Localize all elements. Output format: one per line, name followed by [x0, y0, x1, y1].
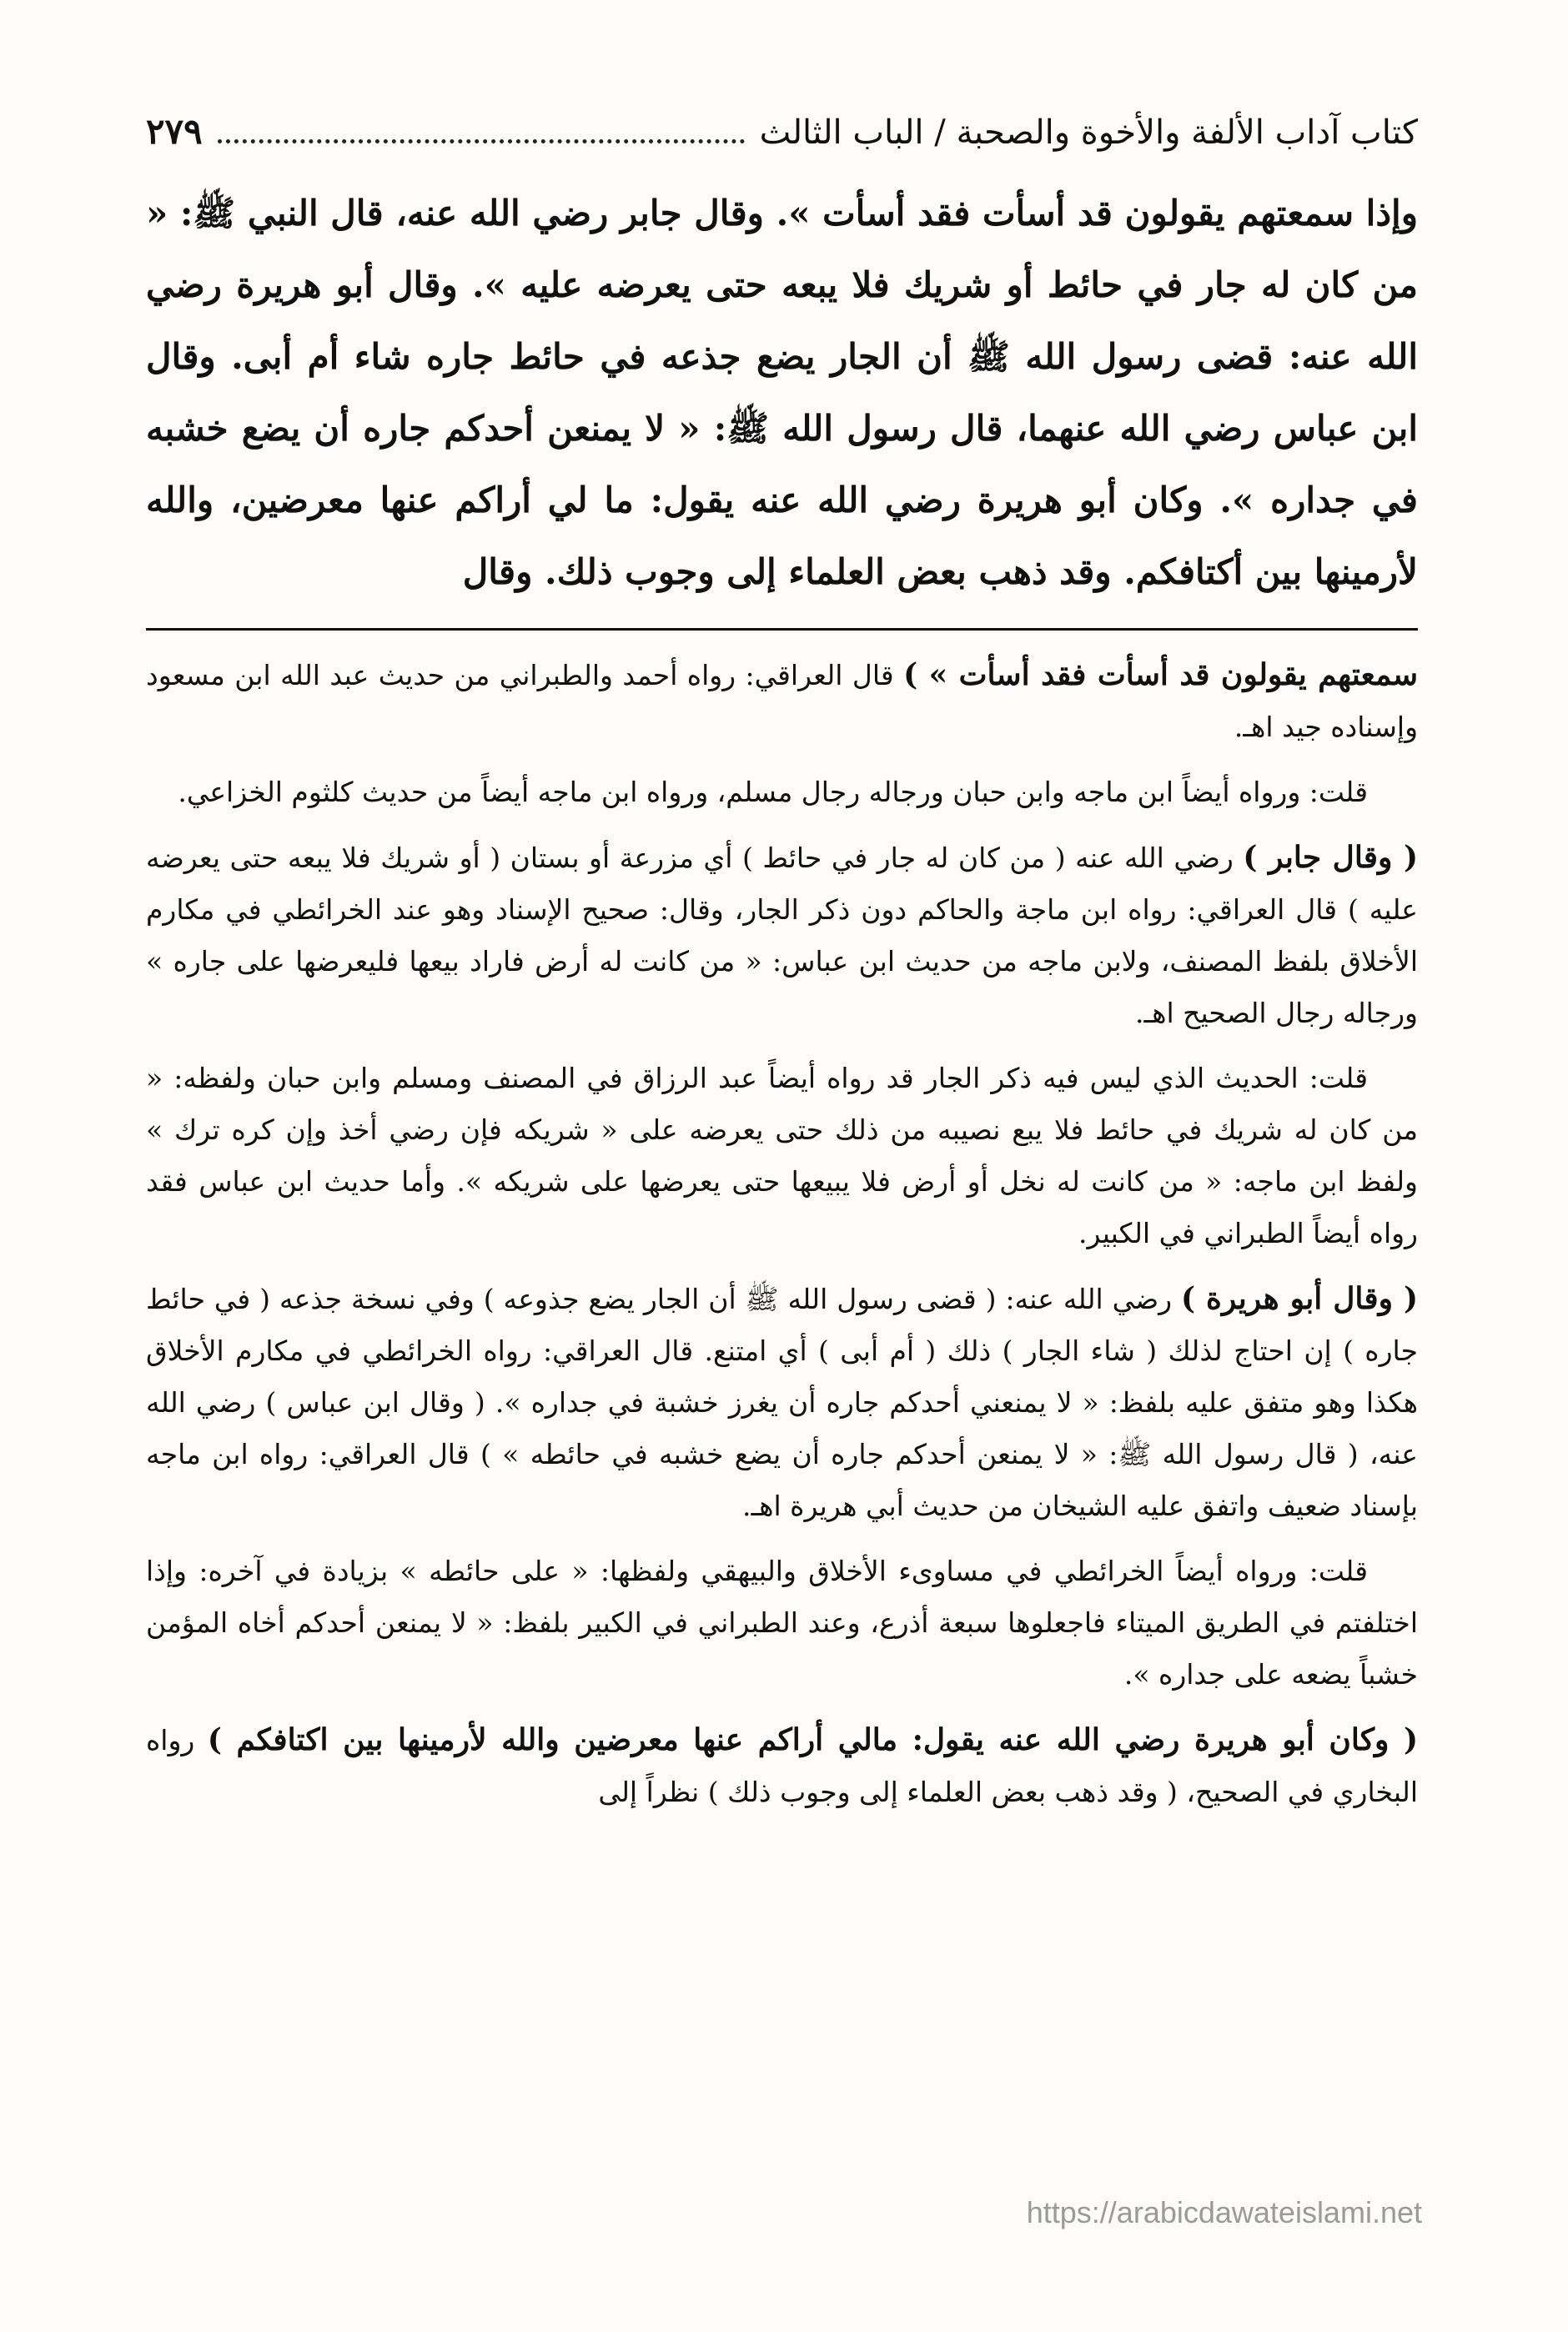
note-bold-lead: ( وكان أبو هريرة رضي الله عنه يقول: مالي أراكم عنها معرضين والله لأرمينها بين اكتافكم )	[207, 1722, 1418, 1757]
header-title: كتاب آداب الألفة والأخوة والصحبة / الباب الثالث	[759, 113, 1418, 152]
commentary-note-7	[146, 1714, 1418, 1818]
commentary-note-1	[146, 649, 1418, 753]
page-number: ٢٧٩	[146, 111, 203, 152]
commentary-note-3	[146, 832, 1418, 1039]
note-text: قال العراقي: رواه أحمد والطبراني من حديث عبد الله ابن مسعود وإسناده جيد اهـ.	[146, 659, 1418, 743]
note-text: قلت: الحديث الذي ليس فيه ذكر الجار قد رواه أيضاً عبد الرزاق في المصنف ومسلم وابن حبان ولفظه: « من كان له شريك في حائط فلا يبع نصيبه من ذلك حتى يعرضه على « شريكه فإن رضي أخذ وإن كره ترك » ولفظ ابن ماجه: « من كانت له نخل أو أرض فلا يبيعها حتى يعرضها على شريكه ». وأما حديث ابن عباس فقد رواه أيضاً الطبراني في الكبير.	[146, 1062, 1418, 1249]
note-text: قلت: ورواه أيضاً الخرائطي في مساوىء الأخلاق والبيهقي ولفظها: « على حائطه » بزيادة في آخره: وإذا اختلفتم في الطريق الميتاء فاجعلوها سبعة أذرع، وعند الطبراني في الكبير بلفظ: « لا يمنعن أحدكم أخاه المؤمن خشباً يضعه على جداره ».	[146, 1555, 1418, 1691]
note-bold-lead: ( وقال أبو هريرة )	[1181, 1281, 1418, 1316]
note-bold-lead: سمعتهم يقولون قد أسأت فقد أسأت » )	[903, 657, 1418, 692]
running-header	[146, 108, 1418, 156]
note-text: رضي الله عنه: ( قضى رسول الله ﷺ أن الجار يضع جذوعه ) وفي نسخة جذعه ( في حائط جاره ) إن احتاج لذلك ( شاء الجار ) ذلك ( أم أبى ) أي امتنع. قال العراقي: رواه الخرائطي في مكارم الأخلاق هكذا وهو متفق عليه بلفظ: « لا يمنعني أحدكم جاره أن يغرز خشبة في جداره ». ( وقال ابن عباس ) رضي الله عنه، ( قال رسول الله ﷺ: « لا يمنعن أحدكم جاره أن يضع خشبه في حائطه » ) قال العراقي: رواه ابن ماجه بإسناد ضعيف واتفق عليه الشيخان من حديث أبي هريرة اهـ.	[146, 1283, 1418, 1522]
header-leader-dots	[218, 139, 745, 143]
note-bold-lead: ( وقال جابر )	[1243, 840, 1418, 875]
watermark-url: https://arabicdawateislami.net	[1026, 2195, 1422, 2229]
note-text: رواه البخاري في الصحيح، ( وقد ذهب بعض العلماء إلى وجوب ذلك ) نظراً إلى	[146, 1724, 1418, 1808]
note-text: قلت: ورواه أيضاً ابن ماجه وابن حبان ورجاله رجال مسلم، ورواه ابن ماجه أيضاً من حديث كلثوم الخزاعي.	[178, 776, 1368, 808]
footnote-separator	[146, 628, 1418, 631]
commentary-note-4	[146, 1053, 1418, 1259]
commentary-note-6	[146, 1545, 1418, 1701]
book-page	[146, 108, 1418, 1832]
note-text: رضي الله عنه ( من كان له جار في حائط ) أي مزرعة أو بستان ( أو شريك فلا يبعه حتى يعرضه عليه ) قال العراقي: رواه ابن ماجة والحاكم دون ذكر الجار، وقال: صحيح الإسناد وهو عند الخرائطي في مكارم الأخلاق بلفظ المصنف، ولابن ماجه من حديث ابن عباس: « من كانت له أرض فاراد بيعها فليعرضها على جاره » ورجاله رجال الصحيح اهـ.	[146, 842, 1418, 1029]
commentary-note-2	[146, 766, 1418, 818]
main-text: وإذا سمعتهم يقولون قد أسأت فقد أسأت ». وقال جابر رضي الله عنه، قال النبي ﷺ: « من كان له جار في حائط أو شريك فلا يبعه حتى يعرضه عليه ». وقال أبو هريرة رضي الله عنه: قضى رسول الله ﷺ أن الجار يضع جذعه في حائط جاره شاء أم أبى. وقال ابن عباس رضي الله عنهما، قال رسول الله ﷺ: « لا يمنعن أحدكم جاره أن يضع خشبه في جداره ». وكان أبو هريرة رضي الله عنه يقول: ما لي أراكم عنها معرضين، والله لأرمينها بين أكتافكم. وقد ذهب بعض العلماء إلى وجوب ذلك. وقال	[146, 193, 1418, 592]
commentary-note-5	[146, 1273, 1418, 1532]
commentary	[146, 649, 1418, 1818]
